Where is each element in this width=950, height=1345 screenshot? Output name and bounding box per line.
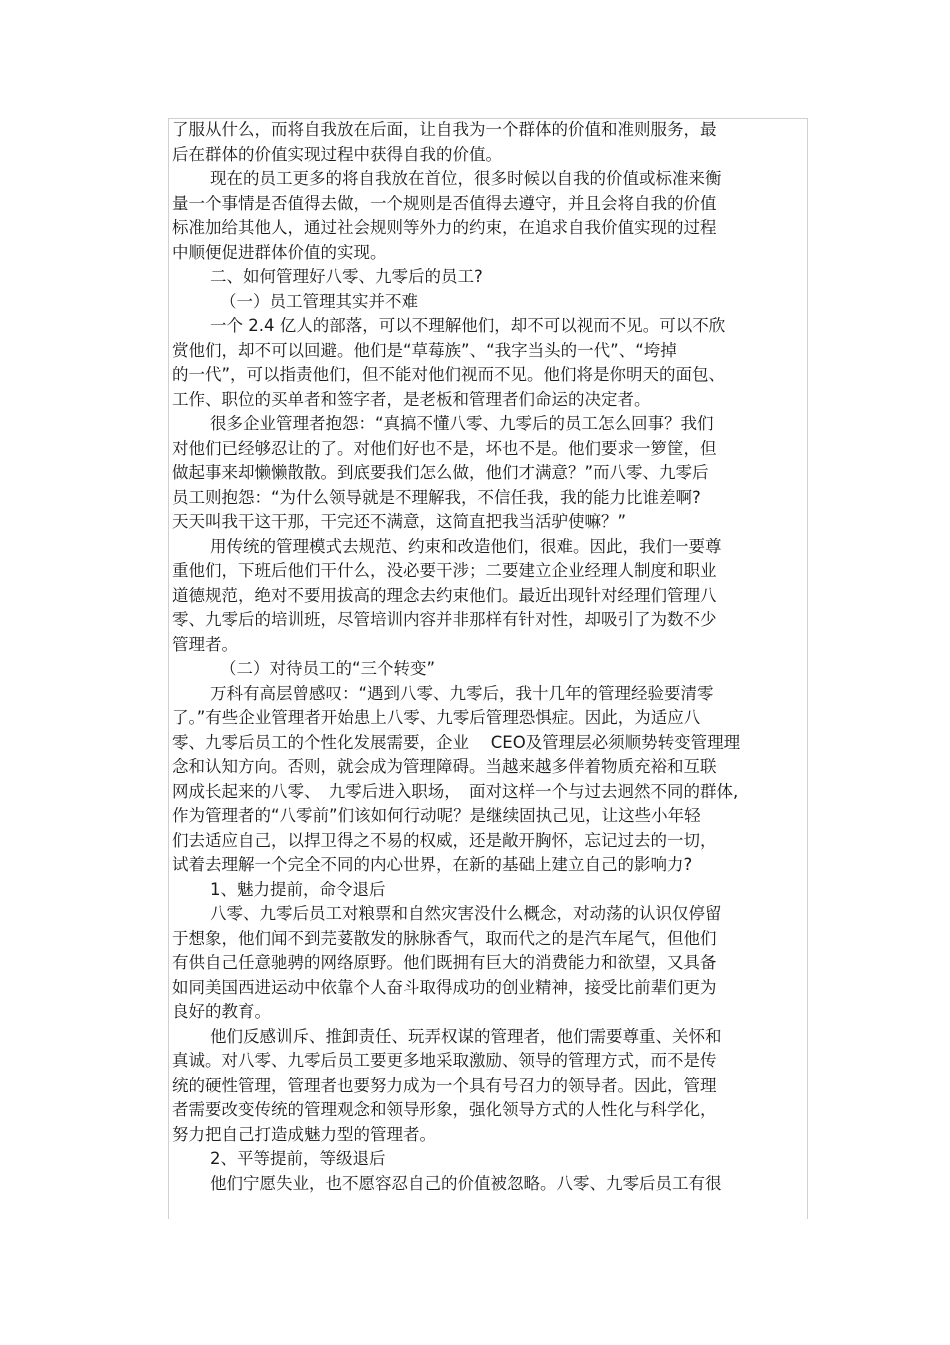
- text-line: 量一个事情是否值得去做，一个规则是否值得去遵守，并且会将自我的价值: [172, 193, 717, 213]
- text-line: 们去适应自己，以捍卫得之不易的权威，还是敞开胸怀，忘记过去的一切，: [172, 830, 717, 850]
- text-line: 2、平等提前，等级退后: [210, 1149, 386, 1168]
- text-line: 天天叫我干这干那，干完还不满意，这简直把我当活驴使嘛？”: [172, 512, 627, 531]
- text-line: 他们反感训斥、推卸责任、玩弄权谋的管理者，他们需要尊重、关怀和: [210, 1026, 722, 1046]
- text-line: 零、九零后的培训班，尽管培训内容并非那样有针对性，却吸引了为数不少: [172, 610, 717, 629]
- text-line: 良好的教育。: [172, 1002, 271, 1021]
- text-line: （二）对待员工的“三个转变”: [220, 659, 436, 678]
- text-line: 一个 2.4 亿人的部落，可以不理解他们，却不可以视而不见。可以不欣: [210, 316, 726, 335]
- text-line: 员工则抱怨：“为什么领导就是不理解我，不信任我，我的能力比谁差啊?: [172, 487, 701, 507]
- text-line: 重他们，下班后他们干什么，没必要干涉；二要建立企业经理人制度和职业: [172, 561, 717, 580]
- text-line: 中顺便促进群体价值的实现。: [172, 242, 387, 262]
- text-line: 了。”有些企业管理者开始患上八零、九零后管理恐惧症。因此，为适应八: [172, 708, 701, 727]
- text-line: 1、魅力提前，命令退后: [210, 879, 386, 899]
- text-line: 作为管理者的“八零前”们该如何行动呢？是继续固执己见，让这些小年轻: [172, 806, 701, 825]
- text-line: 试着去理解一个完全不同的内心世界，在新的基础上建立自己的影响力?: [172, 855, 693, 874]
- text-line: 统的硬性管理，管理者也要努力成为一个具有号召力的领导者。因此，管理: [172, 1075, 717, 1095]
- text-line: 工作、职位的买单者和签字者，是老板和管理者们命运的决定者。: [172, 389, 651, 409]
- text-line: 网成长起来的八零、 九零后进入职场， 面对这样一个与过去迥然不同的群体,: [172, 781, 739, 801]
- text-line: 后在群体的价值实现过程中获得自我的价值。: [172, 144, 502, 164]
- text-line: 的一代”，可以指责他们，但不能对他们视而不见。他们将是你明天的面包、: [172, 365, 726, 384]
- text-line: 做起事来却懒懒散散。到底要我们怎么做，他们才满意？”而八零、九零后: [172, 463, 709, 482]
- text-line: 现在的员工更多的将自我放在首位，很多时候以自我的价值或标准来衡: [210, 169, 722, 188]
- text-line: 管理者。: [172, 634, 238, 654]
- text-line: 赏他们，却不可以回避。他们是“草莓族”、“我字当头的一代”、“垮掉: [172, 340, 677, 360]
- text-line: （一）员工管理其实并不难: [220, 291, 418, 311]
- text-line: 很多企业管理者抱怨：“真搞不懂八零、九零后的员工怎么回事？我们: [210, 414, 714, 433]
- text-line: 真诚。对八零、九零后员工要更多地采取激励、领导的管理方式，而不是传: [172, 1051, 717, 1070]
- text-line: 念和认知方向。否则，就会成为管理障碍。当越来越多伴着物质充裕和互联: [172, 757, 717, 776]
- document-body: [172, 118, 792, 1196]
- text-line: 如同美国西进运动中依靠个人奋斗取得成功的创业精神，接受比前辈们更为: [172, 977, 717, 997]
- text-line: 对他们已经够忍让的了。对他们好也不是，坏也不是。他们要求一箩筐，但: [172, 438, 717, 458]
- text-line: 者需要改变传统的管理观念和领导形象，强化领导方式的人性化与科学化，: [172, 1100, 717, 1119]
- text-line: 道德规范，绝对不要用拔高的理念去约束他们。最近出现针对经理们管理八: [172, 585, 717, 605]
- text-line: 二、如何管理好八零、九零后的员工?: [210, 267, 483, 286]
- text-line: 用传统的管理模式去规范、约束和改造他们，很难。因此，我们一要尊: [210, 536, 722, 556]
- text-line: 他们宁愿失业，也不愿容忍自己的价值被忽略。八零、九零后员工有很: [210, 1173, 722, 1193]
- text-line: 零、九零后员工的个性化发展需要，企业 CEO及管理层必须顺势转变管理理: [172, 732, 741, 752]
- text-line: 万科有高层曾感叹：“遇到八零、九零后，我十几年的管理经验要清零: [210, 683, 714, 703]
- text-line: 努力把自己打造成魅力型的管理者。: [172, 1124, 436, 1144]
- text-line: 了服从什么，而将自我放在后面，让自我为一个群体的价值和准则服务，最: [172, 120, 717, 139]
- text-line: 于想象，他们闻不到芫荽散发的脉脉香气，取而代之的是汽车尾气，但他们: [172, 928, 717, 948]
- text-line: 八零、九零后员工对粮票和自然灾害没什么概念，对动荡的认识仅停留: [210, 904, 722, 923]
- text-line: 标准加给其他人，通过社会规则等外力的约束，在追求自我价值实现的过程: [172, 218, 717, 237]
- text-line: 有供自己任意驰骋的网络原野。他们既拥有巨大的消费能力和欲望，又具备: [172, 953, 717, 972]
